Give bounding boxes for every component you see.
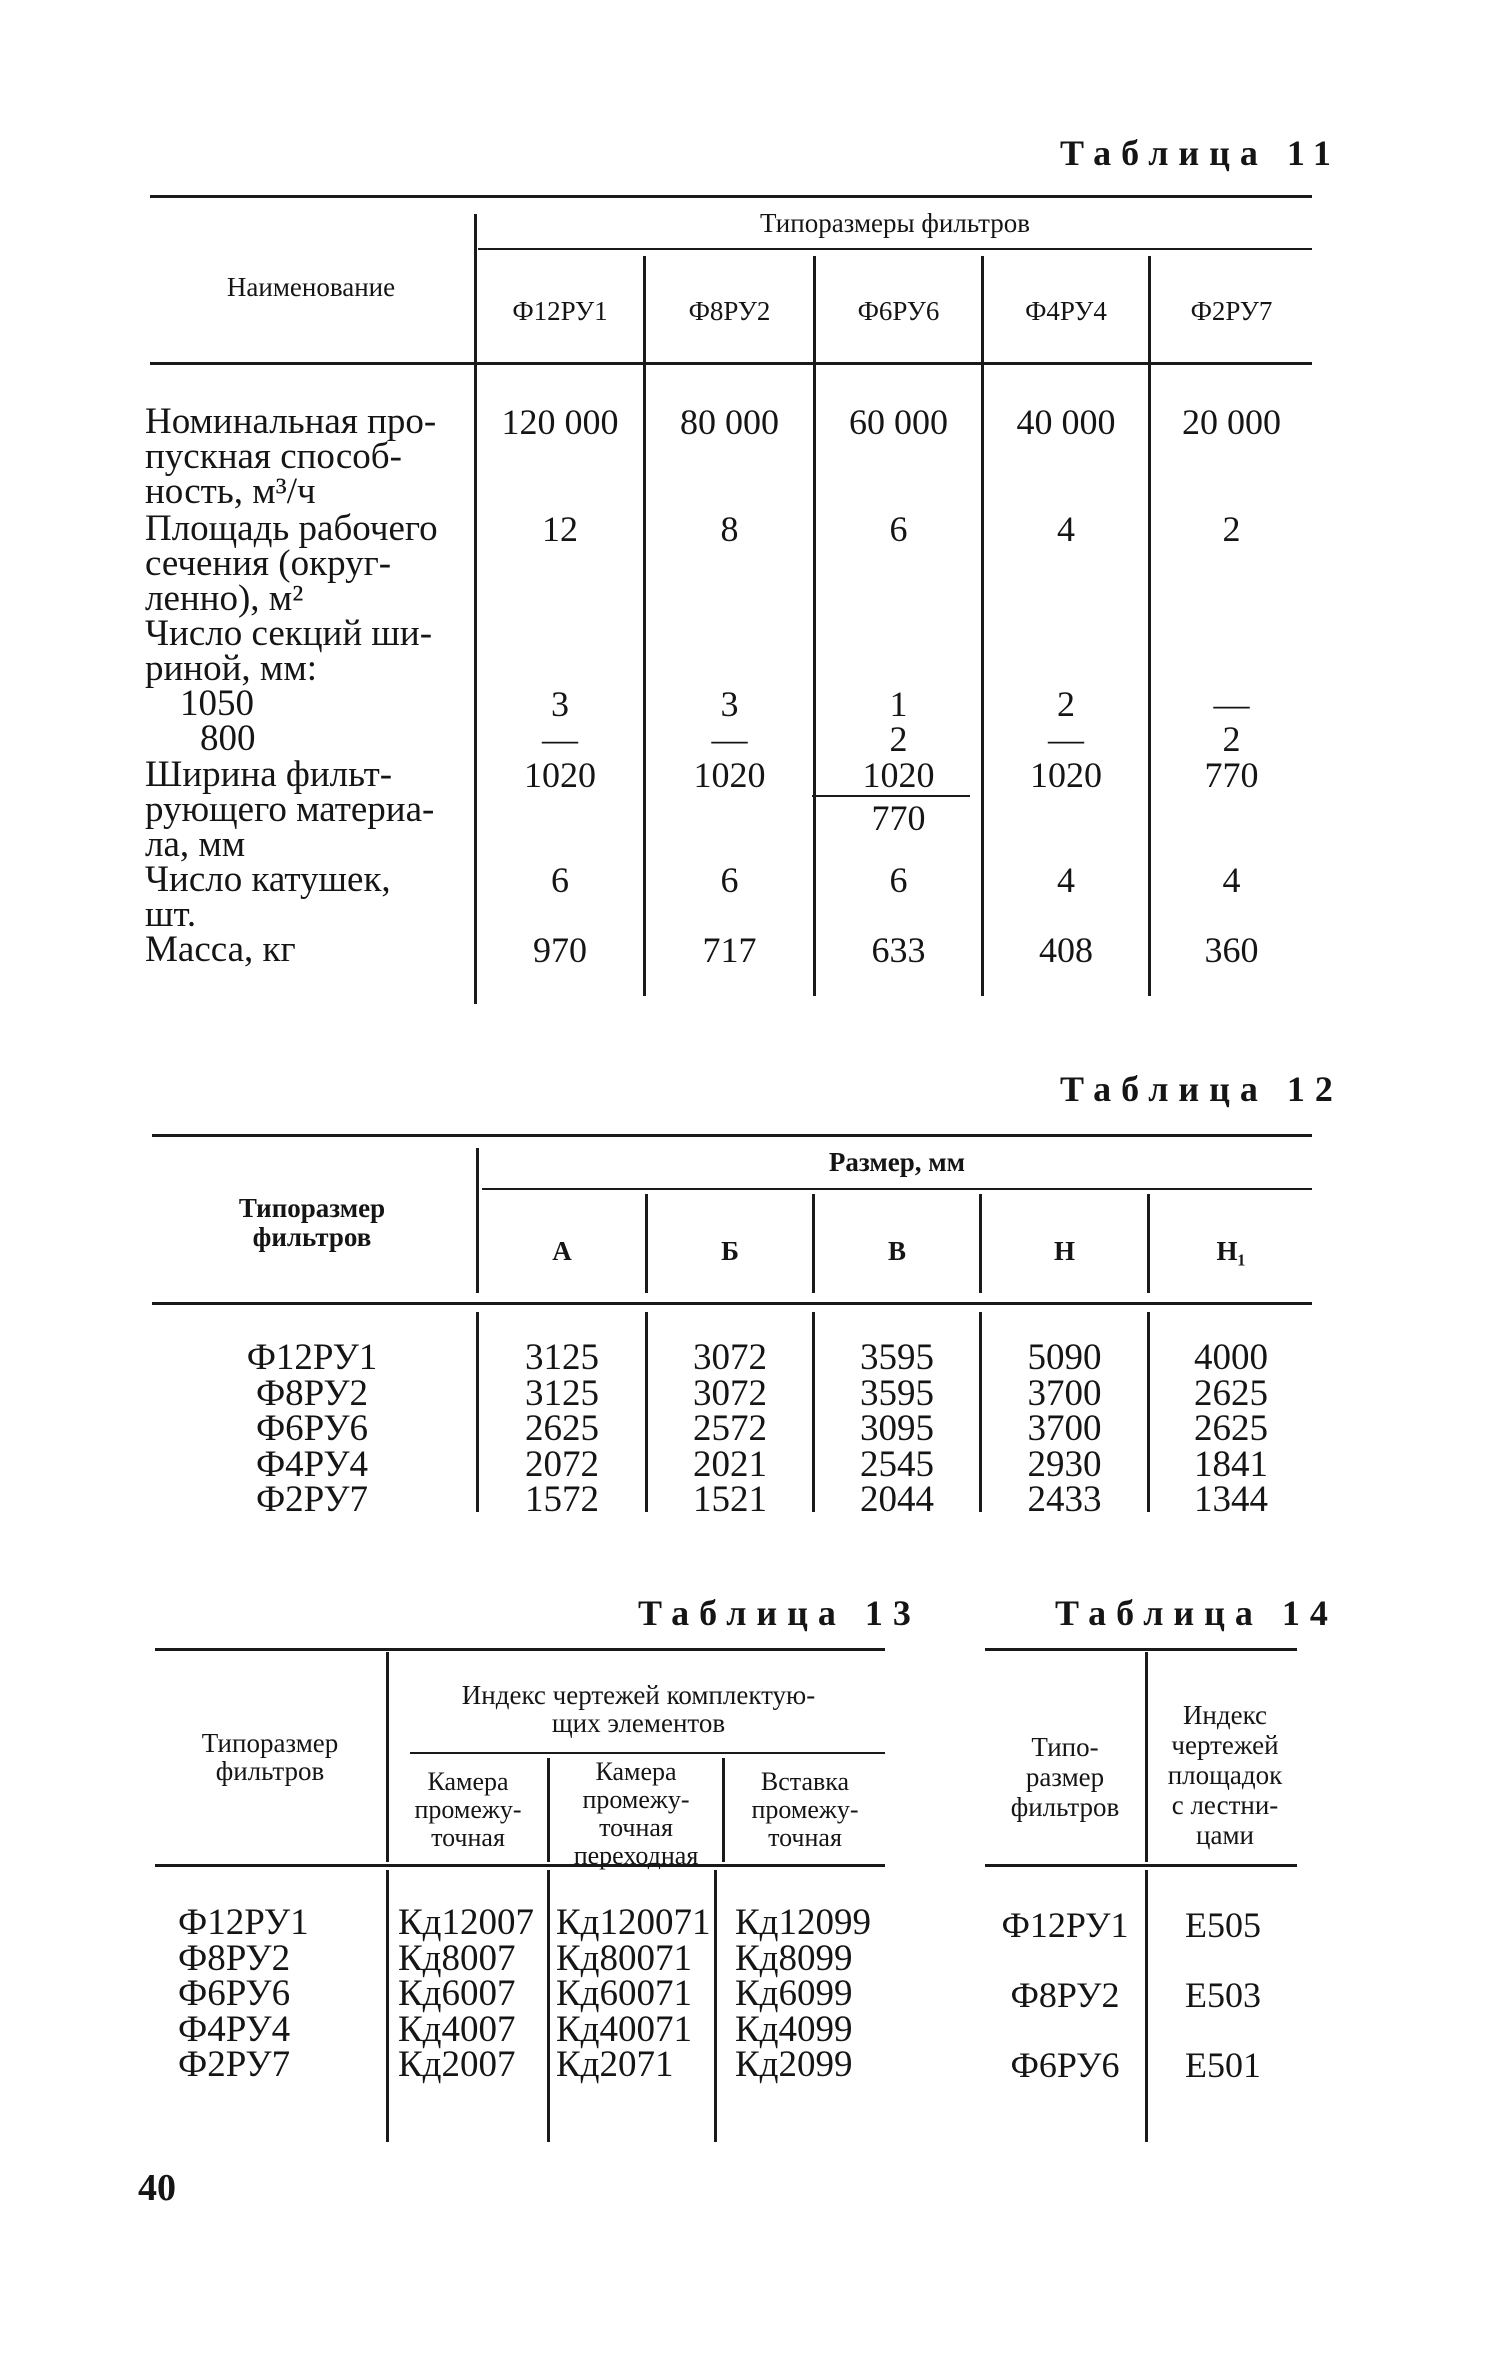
t11-mass-5: 360	[1204, 930, 1259, 970]
t13-col3-line-1: Вставка	[760, 1767, 850, 1796]
t11-col-header-1: Ф12РУ1	[512, 296, 608, 326]
t12-col-header-a: А	[552, 1236, 572, 1266]
t12-type-header-1: Типоразмер	[238, 1193, 386, 1223]
t13-group-rule	[410, 1752, 885, 1754]
t11-s1050-2: 3	[720, 684, 739, 724]
t14-index-header-5: цами	[1196, 1820, 1254, 1850]
t12-n-row-5: 2433	[1027, 1479, 1102, 1520]
t14-type-header-2: размер	[1025, 1762, 1105, 1792]
t13-col1-row-5: Кд2007	[398, 2044, 516, 2085]
t13-col1-row-2: Кд8007	[398, 1937, 516, 1979]
t12-b-row-4: 2021	[693, 1443, 767, 1485]
t12-n-col	[982, 1337, 1147, 1520]
t12-a-row-3: 2625	[525, 1408, 599, 1449]
t11-width-4: 1020	[1030, 755, 1102, 795]
t12-n1-row-1: 4000	[1194, 1337, 1268, 1378]
t11-width-split-rule	[812, 795, 970, 797]
t12-b-row-5: 1521	[693, 1479, 767, 1520]
t11-s1050-5: —	[1213, 684, 1250, 724]
t11-top-rule	[150, 195, 1312, 198]
t12-col-header-v: В	[887, 1236, 906, 1266]
t11-width-5: 770	[1204, 755, 1259, 795]
t13-col2-row-5: Кд2071	[556, 2044, 674, 2085]
t13-group-header-2: щих элементов	[551, 1708, 726, 1738]
t11-label-width-2: рующего материа-	[145, 789, 435, 830]
t11-label-width-1: Ширина фильт-	[145, 754, 393, 795]
t13-header-bottom-rule	[155, 1864, 885, 1867]
t11-col-header-2: Ф8РУ2	[688, 296, 771, 326]
t13-col2-row-2: Кд80071	[556, 1937, 693, 1979]
t12-type-row-2: Ф8РУ2	[255, 1372, 369, 1414]
t12-group-header: Размер, мм	[828, 1147, 966, 1177]
t11-s1050-4: 2	[1057, 684, 1075, 724]
t13-col2-row-1: Кд120071	[556, 1902, 711, 1943]
t13-col2-row-3: Кд60071	[556, 1973, 693, 2014]
t11-mass-4: 408	[1039, 930, 1093, 970]
table-13-caption: Таблица 13	[638, 1593, 921, 1633]
t12-col-header-n1: Н₁	[1216, 1236, 1246, 1266]
t13-type-row-4: Ф4РУ4	[178, 2008, 291, 2050]
t12-type-row-3: Ф6РУ6	[255, 1408, 369, 1449]
t11-area-1: 12	[542, 509, 578, 549]
t11-throughput-3: 60 000	[849, 402, 948, 442]
t11-label-area-2: сечения (округ-	[145, 543, 392, 584]
t12-v-col	[815, 1337, 979, 1520]
t12-v-row-4: 2545	[860, 1443, 934, 1485]
t11-label-sections-1: Число секций ши-	[145, 613, 433, 654]
t14-index-row-1: Е505	[1185, 1905, 1261, 1945]
t13-col2-line-1: Камера	[595, 1757, 677, 1786]
t11-area-3: 6	[889, 509, 908, 549]
t11-throughput-4: 40 000	[1016, 402, 1116, 442]
t13-col3-line-3: точная	[768, 1823, 842, 1852]
t14-type-row-2: Ф8РУ2	[1010, 1975, 1120, 2015]
t13-col1-line-2: промежу-	[414, 1795, 522, 1824]
t13-col1-line-1: Камера	[427, 1767, 509, 1796]
t12-v-row-3: 3095	[860, 1408, 934, 1449]
t13-col-header-2	[550, 1758, 722, 1870]
t11-s800-3: 2	[889, 719, 908, 759]
t14-top-rule	[985, 1648, 1297, 1651]
t12-n-row-4: 2930	[1027, 1443, 1102, 1485]
t11-label-throughput-2: пускная способ-	[145, 436, 402, 477]
t14-type-row-1: Ф12РУ1	[1001, 1905, 1129, 1945]
t11-area-5: 2	[1222, 509, 1241, 549]
t12-a-row-1: 3125	[525, 1337, 599, 1378]
t13-col1	[398, 1902, 535, 2085]
t11-s800-2: —	[711, 719, 748, 759]
t11-coils-3: 6	[889, 860, 908, 900]
t14-index-row-3: Е501	[1185, 2045, 1261, 2085]
t11-mass-1: 970	[533, 930, 587, 970]
t13-col3-row-3: Кд6099	[735, 1973, 853, 2014]
t11-s800-4: —	[1048, 719, 1084, 759]
t11-width-3-extra: 770	[871, 798, 926, 838]
table-11-caption: Таблица 11	[1060, 133, 1341, 173]
t11-mass-3: 633	[871, 930, 926, 970]
t12-v-row-2: 3595	[860, 1372, 934, 1414]
t11-label-800: 800	[200, 718, 256, 759]
t12-n1-row-2: 2625	[1194, 1372, 1268, 1414]
t14-index-row-2: Е503	[1185, 1975, 1261, 2015]
t11-mass-2: 717	[702, 930, 757, 970]
t11-s800-1: —	[542, 719, 578, 759]
t13-body-vline-1	[386, 1870, 389, 2142]
t13-top-rule	[155, 1648, 885, 1651]
t12-group-rule	[482, 1188, 1312, 1190]
t11-col-header-3: Ф6РУ6	[857, 296, 940, 326]
t14-header-bottom-rule	[985, 1864, 1297, 1867]
t13-col3-row-1: Кд12099	[735, 1902, 872, 1943]
t12-n-row-1: 5090	[1027, 1337, 1102, 1378]
table-12-caption: Таблица 12	[1060, 1069, 1343, 1109]
t12-n1-row-3: 2625	[1194, 1408, 1268, 1449]
t13-col1-row-3: Кд6007	[398, 1973, 516, 2014]
t12-a-col	[479, 1337, 645, 1520]
t12-n1-row-4: 1841	[1194, 1443, 1268, 1485]
t11-label-sections-2: риной, мм:	[145, 648, 318, 689]
t11-col-header-5: Ф2РУ7	[1190, 296, 1273, 326]
t12-n1-row-5: 1344	[1194, 1479, 1268, 1520]
page-number: 40	[138, 2167, 176, 2209]
t13-body-vline-3	[714, 1870, 717, 2142]
table-14-caption: Таблица 14	[1055, 1593, 1338, 1633]
t11-throughput-5: 20 000	[1182, 402, 1281, 442]
t12-v-row-1: 3595	[860, 1337, 934, 1378]
t12-n-row-3: 3700	[1027, 1408, 1102, 1449]
t13-col2-line-2: промежу-	[582, 1785, 690, 1814]
t13-type-header-2: фильтров	[215, 1756, 325, 1786]
t11-coils-5: 4	[1222, 860, 1241, 900]
t14-index-header	[1150, 1700, 1300, 1850]
t11-s800-5: 2	[1222, 719, 1241, 759]
t13-col-header-1	[389, 1768, 547, 1852]
t13-col3-row-5: Кд2099	[735, 2044, 853, 2085]
t13-body-vline-2	[547, 1870, 550, 2142]
t11-label-mass: Масса, кг	[145, 929, 296, 970]
t11-width-1: 1020	[524, 755, 596, 795]
t11-group-header: Типоразмеры фильтров	[759, 208, 1031, 238]
t14-index-header-1: Индекс	[1182, 1700, 1268, 1730]
t11-coils-2: 6	[720, 860, 739, 900]
t11-label-throughput-1: Номинальная про-	[145, 401, 437, 442]
t12-vline-1	[476, 1148, 479, 1293]
t13-col2-line-3: точная	[599, 1813, 673, 1842]
t14-type-header-1: Типо-	[1031, 1732, 1099, 1762]
t12-type-col	[152, 1337, 472, 1520]
t11-label-area-1: Площадь рабочего	[145, 508, 438, 549]
t13-type-row-2: Ф8РУ2	[178, 1937, 291, 1979]
t14-type-header-3: фильтров	[1010, 1792, 1120, 1822]
t12-v-row-5: 2044	[860, 1479, 934, 1520]
t11-header-bottom-rule	[150, 362, 1312, 365]
t11-label-width-3: ла, мм	[145, 824, 246, 865]
t11-s1050-1: 3	[551, 684, 569, 724]
t13-group-header-1: Индекс чертежей комплектую-	[461, 1680, 816, 1710]
t11-coils-4: 4	[1057, 860, 1075, 900]
t13-type-row-1: Ф12РУ1	[178, 1902, 309, 1943]
t12-type-row-4: Ф4РУ4	[255, 1443, 369, 1485]
t13-col2-row-4: Кд40071	[556, 2008, 693, 2050]
t11-area-2: 8	[720, 509, 739, 549]
t11-label-coils-1: Число катушек,	[145, 859, 391, 900]
t13-col1-row-1: Кд12007	[398, 1902, 535, 1943]
t11-width-3: 1020	[862, 755, 935, 795]
t12-b-row-2: 3072	[693, 1372, 767, 1414]
t11-group-rule	[478, 248, 1312, 250]
t11-label-area-3: ленно), м²	[145, 578, 304, 619]
t11-coils-1: 6	[551, 860, 569, 900]
t14-index-header-3: площадок	[1167, 1760, 1283, 1790]
t11-throughput-2: 80 000	[680, 402, 779, 442]
t11-area-4: 4	[1057, 509, 1075, 549]
t11-label-coils-2: шт.	[145, 894, 197, 935]
t14-vline	[1145, 1652, 1148, 1862]
t12-header-bottom-rule	[152, 1302, 1312, 1305]
t12-type-header-2: фильтров	[252, 1222, 372, 1252]
t12-b-col	[648, 1337, 812, 1520]
t12-top-rule	[152, 1134, 1312, 1137]
t13-type-row-5: Ф2РУ7	[178, 2044, 291, 2085]
t12-n-row-2: 3700	[1027, 1372, 1102, 1414]
t12-n1-col	[1150, 1337, 1312, 1520]
t11-label-1050: 1050	[180, 683, 254, 724]
t11-label-throughput-3: ность, м³/ч	[145, 471, 316, 512]
t13-col3-row-4: Кд4099	[735, 2008, 853, 2050]
t13-col3	[735, 1902, 872, 2085]
t14-type-header	[990, 1732, 1140, 1822]
t12-type-row-5: Ф2РУ7	[255, 1479, 369, 1520]
t13-type-col	[178, 1902, 309, 2085]
t13-col2	[556, 1902, 711, 2085]
t12-a-row-2: 3125	[525, 1372, 599, 1414]
t11-name-header: Наименование	[226, 272, 396, 302]
t13-type-header-1: Типоразмер	[201, 1728, 339, 1758]
t14-index-header-4: с лестни-	[1171, 1790, 1279, 1820]
t12-col-header-n: Н	[1053, 1236, 1075, 1266]
t12-b-row-1: 3072	[693, 1337, 767, 1378]
t12-col-header-b: Б	[721, 1236, 739, 1266]
t11-s1050-3: 1	[889, 684, 908, 724]
t13-col3-row-2: Кд8099	[735, 1937, 853, 1979]
t11-col-header-4: Ф4РУ4	[1025, 296, 1107, 326]
t13-col2-line-4: переходная	[573, 1841, 699, 1870]
t11-throughput-1: 120 000	[501, 402, 619, 442]
t12-a-row-5: 1572	[525, 1479, 599, 1520]
t13-col1-line-3: точная	[431, 1823, 505, 1852]
t13-type-row-3: Ф6РУ6	[178, 1973, 291, 2014]
t13-col-header-3	[725, 1768, 885, 1852]
t13-col1-row-4: Кд4007	[398, 2008, 516, 2050]
t13-col3-line-2: промежу-	[751, 1795, 859, 1824]
t12-b-row-3: 2572	[693, 1408, 767, 1449]
t14-type-row-3: Ф6РУ6	[1010, 2045, 1120, 2085]
t11-width-2: 1020	[693, 755, 766, 795]
t14-index-header-2: чертежей	[1171, 1730, 1279, 1760]
t12-type-row-1: Ф12РУ1	[246, 1337, 378, 1378]
t12-a-row-4: 2072	[525, 1443, 599, 1485]
